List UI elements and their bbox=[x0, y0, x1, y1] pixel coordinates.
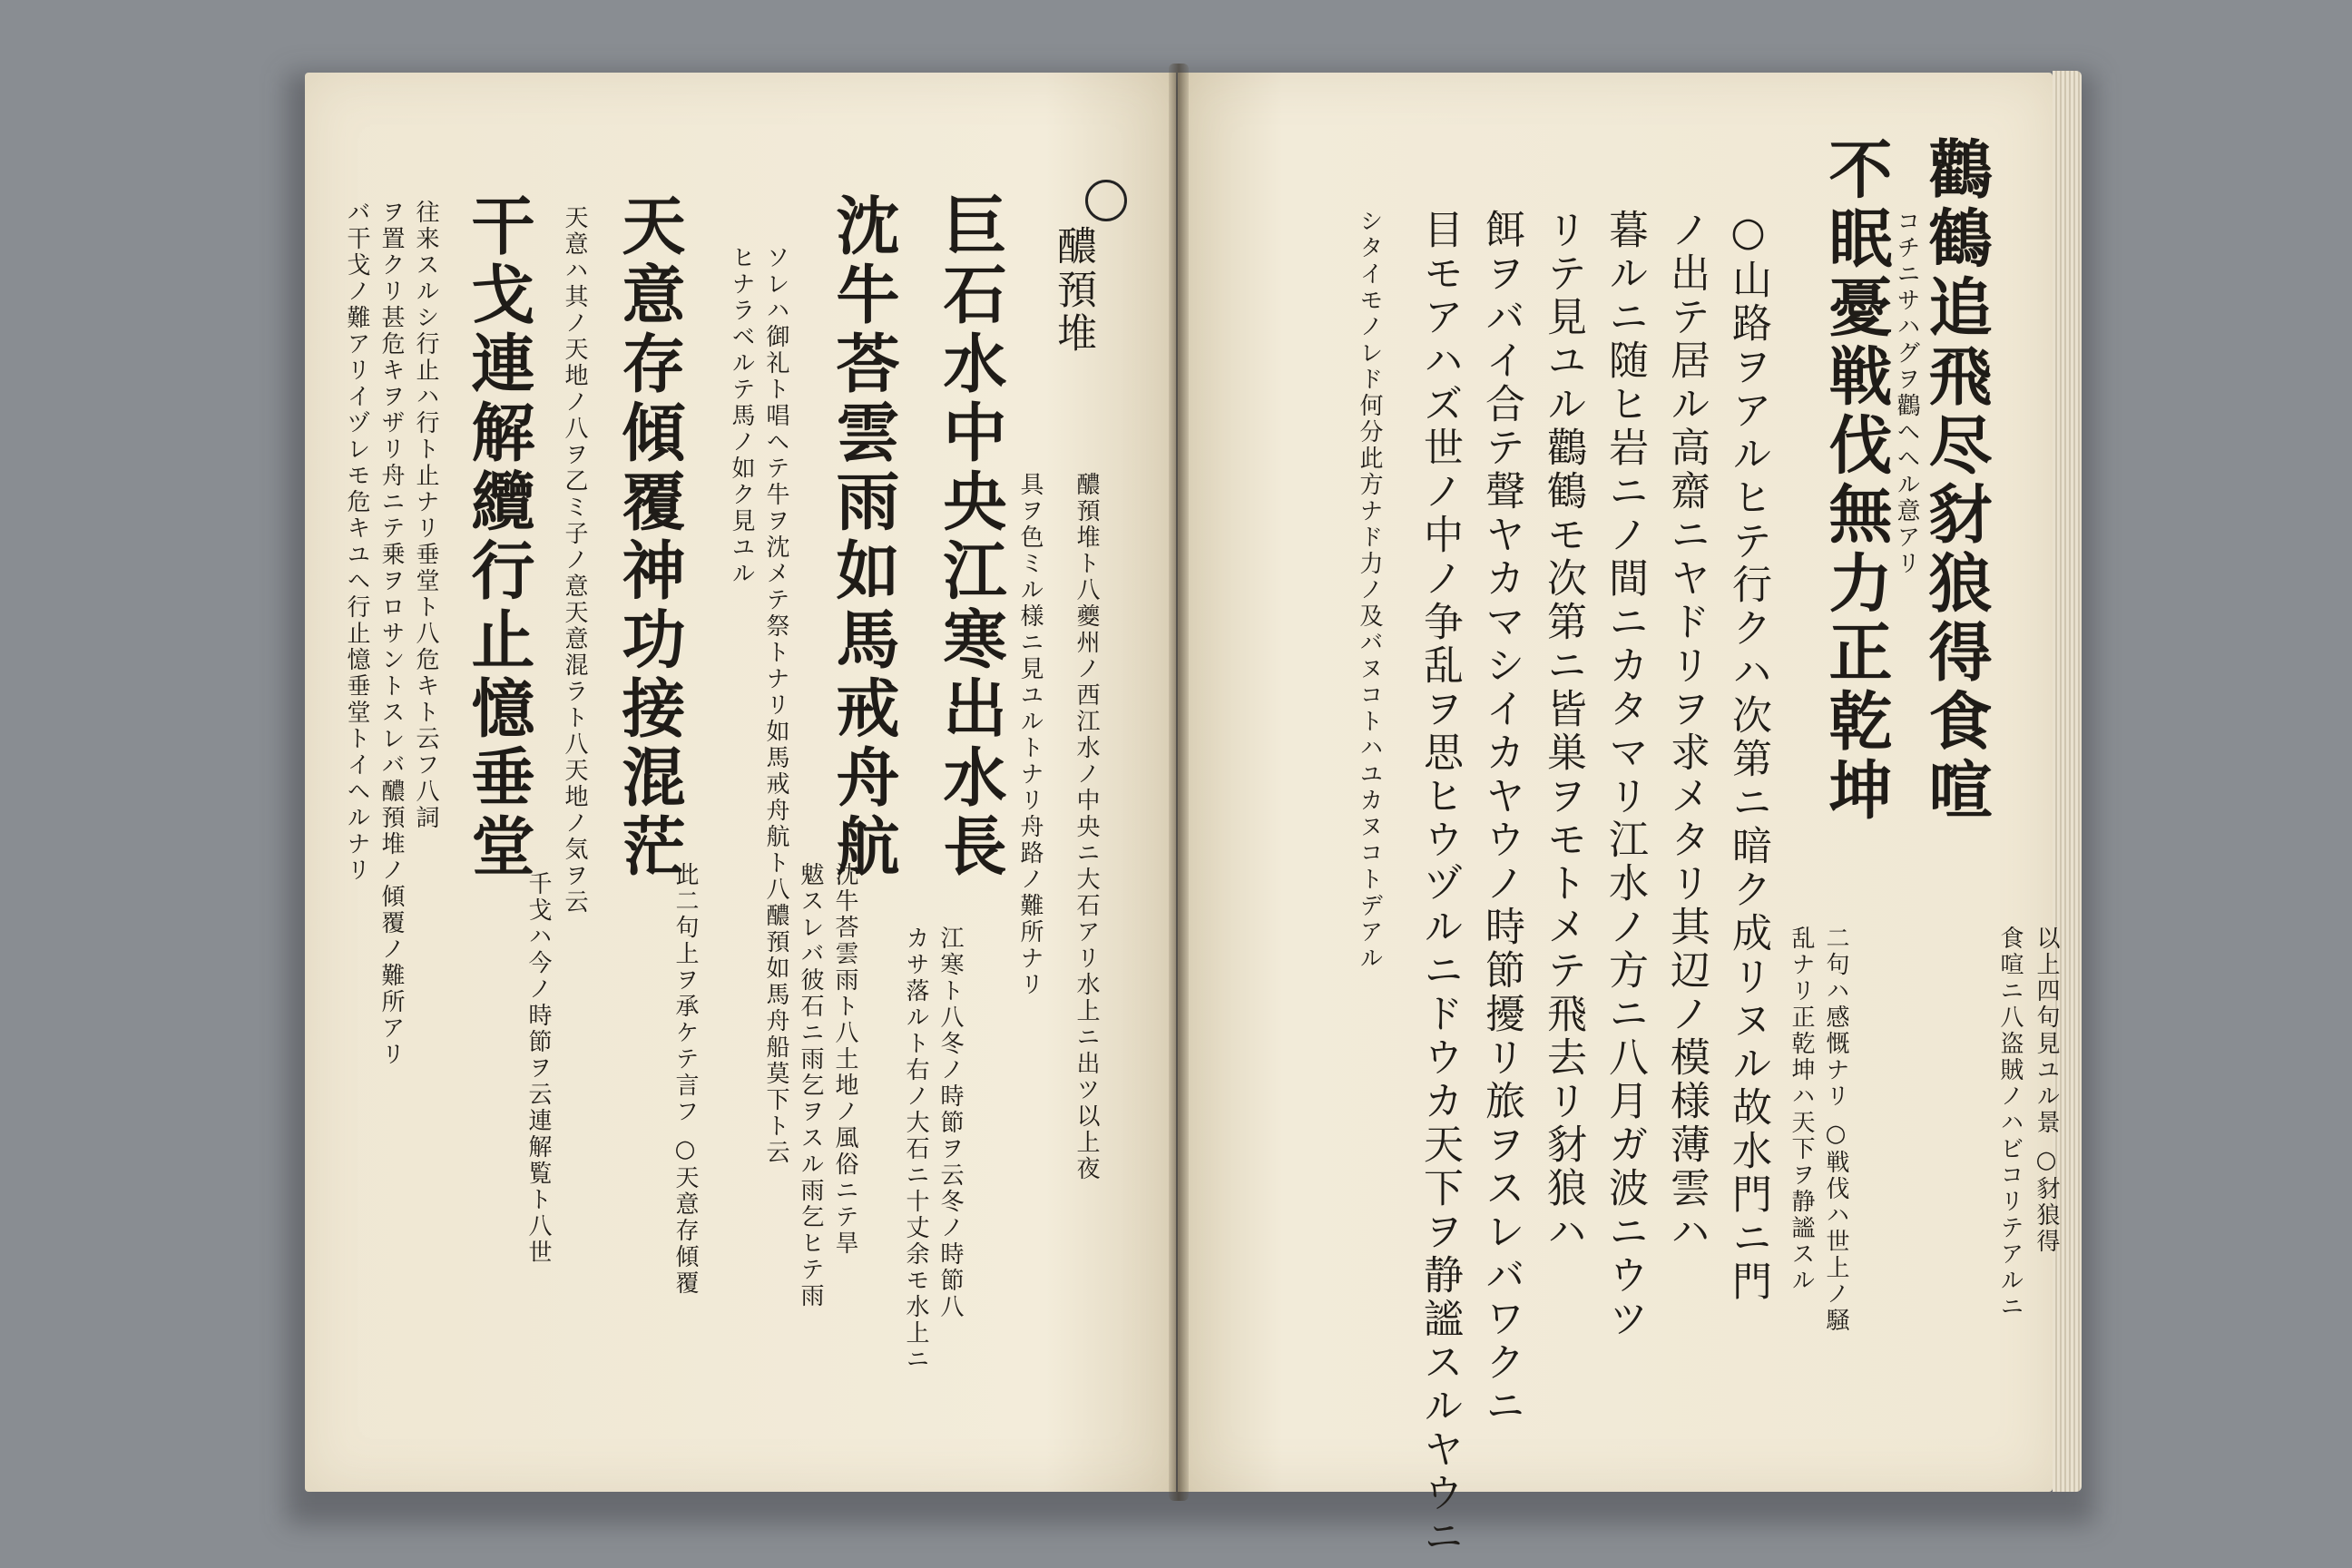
left-page-column: 醲預堆ト八夔州ノ西江水ノ中央ニ大石アリ水上ニ出ツ以上夜 bbox=[1073, 472, 1100, 1182]
right-page-column: 乱ナリ正乾坤ハ天下ヲ静謐スル bbox=[1788, 926, 1815, 1294]
left-page-column: ヲ置クリ甚危キヲザリ舟ニテ乗ヲロサントスレバ醲預堆ノ傾覆ノ難所アリ bbox=[377, 200, 405, 1068]
right-page-column: 不眠憂戦伐無力正乾坤 bbox=[1818, 136, 1894, 826]
left-page-column: 天意ハ其ノ天地ノ八ヲ乙ミ子ノ意天意混ラト八天地ノ気ヲ云 bbox=[561, 205, 588, 916]
book-gutter bbox=[1169, 64, 1189, 1501]
left-page-column: 醲預堆 bbox=[1050, 225, 1096, 356]
right-page-column: コチニサハグヲ鸛ヘヘル意アリ bbox=[1893, 209, 1920, 577]
right-page-column: 食喧ニ八盗賊ノハビコリテアルニ bbox=[1996, 926, 2024, 1320]
right-page-column: 目モアハズ世ノ中ノ争乱ヲ思ヒウヅルニドウカ天下ヲ静謐スルヤウニ bbox=[1416, 209, 1463, 1559]
left-page-column: バ干戈ノ難アリイヅレモ危キユヘ行止憶垂堂トイヘルナリ bbox=[343, 200, 370, 884]
right-page-column: 以上四句見ユル景 ○豺狼得 bbox=[2033, 926, 2060, 1256]
right-page-column: 二句ハ感慨ナリ ○戦伐ハ世上ノ騒 bbox=[1822, 926, 1849, 1335]
right-page-column: 餌ヲバイ合テ聲ヤカマシイカヤウノ時節擾リ旅ヲスレバワクニ bbox=[1478, 209, 1524, 1428]
left-page-column: ヒナラベルテ馬ノ如ク見ユル bbox=[728, 245, 755, 587]
left-page-column: 干戈連解纜行止憶垂堂 bbox=[461, 192, 536, 882]
left-page-column: 此二句上ヲ承ケテ言フ ○天意存傾覆 bbox=[671, 862, 699, 1298]
left-page-column: ソレハ御礼ト唱ヘテ牛ヲ沈メテ祭トナリ如馬戒舟航ト八醲預如馬舟船莫下ト云 bbox=[762, 245, 789, 1166]
left-page-column: 往来スルシ行止ハ行ト止ナリ垂堂ト八危キト云フ八詞 bbox=[412, 200, 439, 831]
right-page-column: ノ出テ居ル高齋ニヤドリヲ求メタリ其辺ノ模様薄雲ハ bbox=[1663, 209, 1710, 1254]
right-page-column: リテ見ユル鸛鶴モ次第ニ皆巣ヲモトメテ飛去リ豺狼ハ bbox=[1540, 209, 1586, 1254]
right-page-column: シタイモノレド何分此方ナド力ノ及バヌコトハユカヌコトデアル bbox=[1356, 209, 1383, 972]
left-page-column: カサ落ルト右ノ大石ニ十丈余モ水上ニ bbox=[902, 926, 929, 1373]
left-page-column: 沈牛荅雲雨如馬戒舟航 bbox=[826, 192, 901, 882]
left-page-column: 千戈ハ今ノ時節ヲ云連解覧ト八世 bbox=[524, 871, 552, 1266]
page-marker-icon bbox=[1085, 180, 1127, 221]
right-page-column: 暮ルニ随ヒ岩ニノ間ニカタマリ江水ノ方ニ八月ガ波ニウツ bbox=[1602, 209, 1648, 1341]
left-page-column: 沈牛荅雲雨ト八土地ノ風俗ニテ旱 bbox=[831, 862, 858, 1257]
left-page-column: 具ヲ色ミル様ニ見ユルトナリ舟路ノ難所ナリ bbox=[1016, 472, 1044, 998]
left-page-column: 魃スレバ彼石ニ雨乞ヲスル雨乞ヒテ雨 bbox=[797, 862, 824, 1309]
right-page-column: 鸛鶴追飛尽豺狼得食喧 bbox=[1918, 136, 1994, 826]
page-edges bbox=[2053, 71, 2082, 1492]
left-page-column: 天意存傾覆神功接混茫 bbox=[612, 192, 687, 882]
right-page-column: ○山路ヲアルヒテ行クハ次第ニ暗ク成リヌル故水門ニ門 bbox=[1725, 209, 1771, 1304]
left-page-column: 江寒ト八冬ノ時節ヲ云冬ノ時節八 bbox=[936, 926, 964, 1320]
left-page-column: 巨石水中央江寒出水長 bbox=[933, 192, 1008, 882]
